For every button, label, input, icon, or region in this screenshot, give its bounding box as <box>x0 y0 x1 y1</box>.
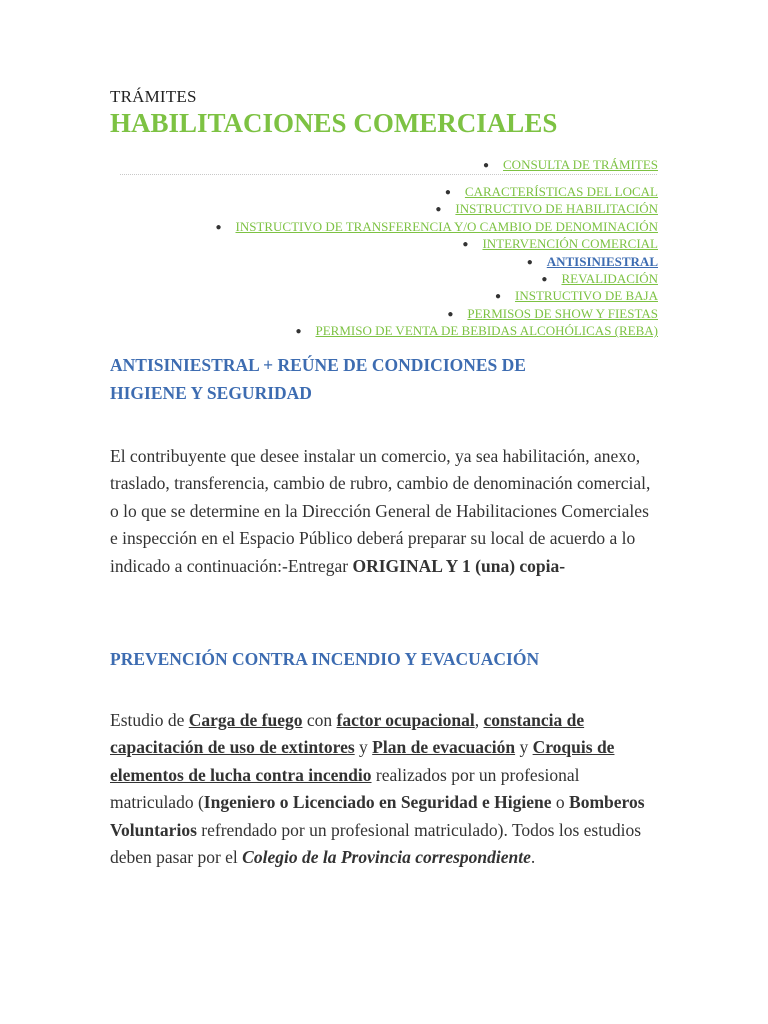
nav-item <box>215 184 658 201</box>
tramites-nav-list <box>215 184 658 341</box>
nav-link-instructivo-habilitacion[interactable]: INSTRUCTIVO DE HABILITACIÓN <box>455 201 658 217</box>
nav-item <box>215 201 658 218</box>
prevencion-paragraph <box>110 707 660 871</box>
nav-item <box>215 219 658 236</box>
text-span: . <box>530 847 536 868</box>
link-constancia-capacitacion[interactable]: constancia de capacitación de uso de extintores <box>110 710 585 758</box>
link-croquis[interactable]: Croquis de elementos de lucha contra incendio <box>110 737 615 785</box>
bullet-icon: ● <box>526 256 533 268</box>
intro-paragraph <box>110 443 660 580</box>
section-heading-antisiniestral: ANTISINIESTRAL + REÚNE DE CONDICIONES DE HIGIENE Y SEGURIDAD <box>110 355 526 403</box>
nav-item <box>215 254 658 271</box>
bullet-icon: ● <box>541 274 548 286</box>
page-title: HABILITACIONES COMERCIALES <box>110 108 558 138</box>
bold-italic-colegio: Colegio de la Provincia correspondiente <box>242 847 531 868</box>
nav-link-permisos-show[interactable]: PERMISOS DE SHOW Y FIESTAS <box>467 305 658 321</box>
dotted-divider <box>120 174 657 175</box>
text-span: realizados por un profesional matriculado ( <box>110 764 580 813</box>
bold-profesional: Ingeniero o Licenciado en Seguridad e Higiene <box>203 792 552 813</box>
nav-link-instructivo-baja[interactable]: INSTRUCTIVO DE BAJA <box>515 288 658 304</box>
bullet-icon: ● <box>462 239 469 251</box>
top-nav-list <box>483 157 658 174</box>
nav-link-caracteristicas[interactable]: CARACTERÍSTICAS DEL LOCAL <box>464 184 658 199</box>
nav-link-transferencia[interactable]: INSTRUCTIVO DE TRANSFERENCIA Y/O CAMBIO DE DENOMINACIÓN <box>235 218 658 234</box>
intro-strong: ORIGINAL Y 1 (una) copia- <box>352 555 566 576</box>
text-span: y <box>354 737 373 758</box>
nav-item <box>215 288 658 305</box>
text-span: refrendado por un profesional matriculado). Todos los estudios deben pasar por el <box>110 819 642 868</box>
nav-link-intervencion[interactable]: INTERVENCIÓN COMERCIAL <box>482 236 658 252</box>
bullet-icon: ● <box>494 291 501 303</box>
text-span: , <box>474 710 484 730</box>
bullet-icon: ● <box>444 187 451 198</box>
link-factor-ocupacional[interactable]: factor ocupacional <box>336 710 475 730</box>
link-plan-evacuacion[interactable]: Plan de evacuación <box>372 737 516 758</box>
nav-link-revalidacion[interactable]: REVALIDACIÓN <box>561 271 658 287</box>
bullet-icon: ● <box>215 221 222 233</box>
nav-link-consulta-tramites[interactable]: CONSULTA DE TRÁMITES <box>503 157 658 172</box>
nav-link-reba[interactable]: PERMISO DE VENTA DE BEBIDAS ALCOHÓLICAS (REBA) <box>315 323 658 339</box>
bullet-icon: ● <box>482 160 490 171</box>
nav-item <box>215 236 658 253</box>
link-carga-fuego[interactable]: Carga de fuego <box>188 710 303 730</box>
nav-link-antisiniestral[interactable]: ANTISINIESTRAL <box>546 253 658 269</box>
nav-item <box>215 271 658 288</box>
section-kicker: TRÁMITES <box>110 87 197 106</box>
text-span: y <box>515 737 533 758</box>
bullet-icon: ● <box>435 204 442 216</box>
text-span: con <box>302 710 337 730</box>
nav-item <box>215 306 658 323</box>
text-span: Estudio de <box>110 710 189 730</box>
section-heading-prevencion: PREVENCIÓN CONTRA INCENDIO Y EVACUACIÓN <box>110 649 540 669</box>
nav-item <box>215 323 658 340</box>
nav-item-consulta <box>483 157 658 174</box>
intro-text: El contribuyente que desee instalar un comercio, ya sea habilitación, anexo, traslado, transferencia, cambio de rubro, cambio de denominación comercial, o lo que se determine en la Dirección General de Habilitaciones Comerciales e inspección en el Espacio Público deberá preparar su local de acuerdo a lo indicado a continuación:-Entregar <box>110 446 651 576</box>
bullet-icon: ● <box>447 308 454 320</box>
bold-bomberos: Bomberos Voluntarios <box>110 792 645 840</box>
text-span: o <box>551 792 570 813</box>
bullet-icon: ● <box>295 326 302 338</box>
